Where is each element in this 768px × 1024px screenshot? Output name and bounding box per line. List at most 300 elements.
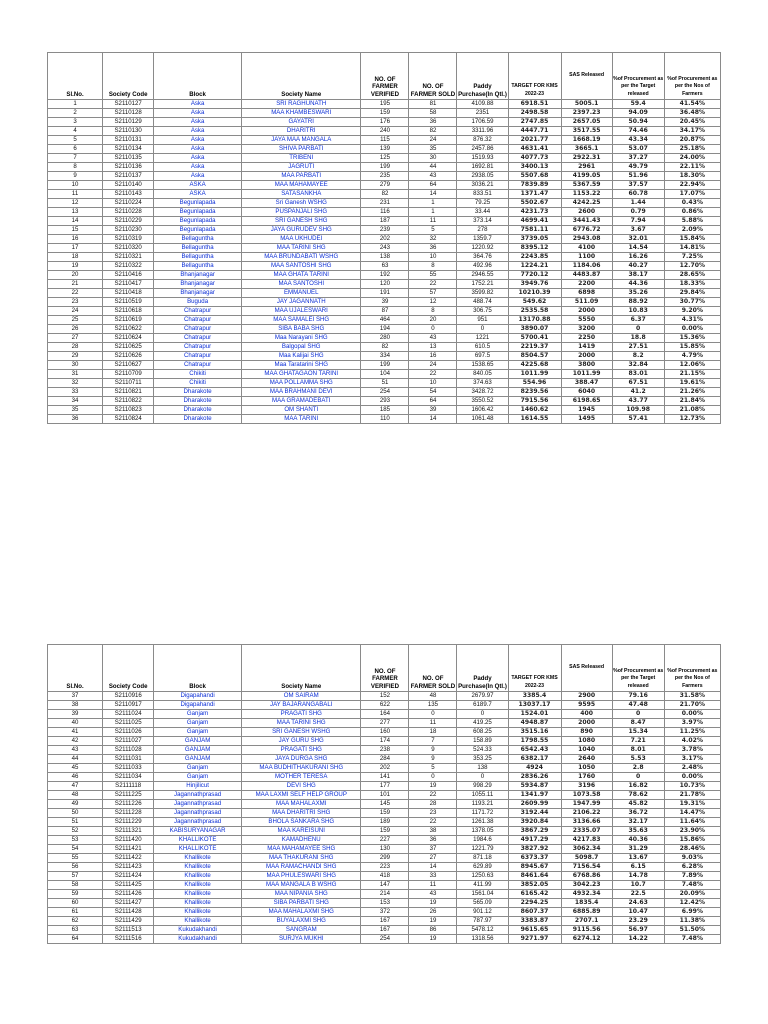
- table-row: [48, 800, 721, 809]
- cell-farmers-verified: 231: [361, 199, 409, 208]
- table-row: [48, 352, 721, 361]
- cell-farmers-sold: 26: [409, 908, 457, 917]
- col-header-sl-no: Sl.No.: [48, 645, 103, 692]
- cell-society-name: MAA BRAHMANI DEVI: [242, 388, 361, 397]
- cell-pct-target: 83.01: [612, 370, 664, 379]
- cell-pct-farmers: 2.09%: [664, 226, 720, 235]
- cell-block: Aska: [154, 127, 242, 136]
- cell-sl-no: 56: [48, 863, 103, 872]
- cell-sl-no: 32: [48, 379, 103, 388]
- cell-farmers-verified: 191: [361, 289, 409, 298]
- cell-target: 549.62: [508, 298, 561, 307]
- cell-pct-farmers: 15.86%: [664, 836, 720, 845]
- cell-paddy-purchase: 1538.65: [457, 361, 508, 370]
- cell-block: Bhanjanagar: [154, 271, 242, 280]
- cell-sl-no: 48: [48, 791, 103, 800]
- col-header-pct-farmers: %of Procurement as per the Nos of Farmers: [664, 645, 720, 692]
- cell-block: Bellaguntha: [154, 235, 242, 244]
- cell-target: 4699.41: [508, 217, 561, 226]
- cell-farmers-sold: 32: [409, 235, 457, 244]
- table-row: [48, 154, 721, 163]
- cell-farmers-verified: 82: [361, 190, 409, 199]
- cell-farmers-sold: 64: [409, 181, 457, 190]
- table-row: [48, 908, 721, 917]
- cell-block: Khallikote: [154, 863, 242, 872]
- header-row: [48, 53, 721, 100]
- cell-sas-released: 6198.65: [561, 397, 612, 406]
- table-row: [48, 719, 721, 728]
- cell-farmers-sold: 43: [409, 334, 457, 343]
- table-row: [48, 244, 721, 253]
- cell-block: Chatrapur: [154, 316, 242, 325]
- cell-farmers-verified: 192: [361, 271, 409, 280]
- cell-pct-target: 0.79: [612, 208, 664, 217]
- cell-pct-farmers: 23.90%: [664, 827, 720, 836]
- cell-pct-farmers: 12.73%: [664, 415, 720, 424]
- cell-sas-released: 2250: [561, 334, 612, 343]
- cell-sas-released: 9595: [561, 701, 612, 710]
- cell-farmers-verified: 195: [361, 100, 409, 109]
- cell-sas-released: 2000: [561, 352, 612, 361]
- cell-society-code: S2110824: [103, 415, 154, 424]
- cell-block: Ganjam: [154, 710, 242, 719]
- cell-farmers-sold: 9: [409, 755, 457, 764]
- cell-society-name: MAA GHATA TARINI: [242, 271, 361, 280]
- cell-paddy-purchase: 419.25: [457, 719, 508, 728]
- cell-target: 1341.97: [508, 791, 561, 800]
- col-header-farmers-verified: NO. OF FARMER VERIFIED: [361, 645, 409, 692]
- cell-pct-target: 1.44: [612, 199, 664, 208]
- cell-sl-no: 30: [48, 361, 103, 370]
- cell-block: Begunlapada: [154, 226, 242, 235]
- cell-paddy-purchase: 1061.48: [457, 415, 508, 424]
- cell-block: Chatrapur: [154, 307, 242, 316]
- cell-sas-released: 1668.19: [561, 136, 612, 145]
- cell-paddy-purchase: 1261.38: [457, 818, 508, 827]
- cell-sl-no: 7: [48, 154, 103, 163]
- cell-pct-target: 14.78: [612, 872, 664, 881]
- cell-block: Begunlapada: [154, 199, 242, 208]
- cell-pct-farmers: 6.99%: [664, 908, 720, 917]
- cell-society-name: JAYA MAA MANGALA: [242, 136, 361, 145]
- cell-pct-farmers: 15.85%: [664, 343, 720, 352]
- cell-paddy-purchase: 278: [457, 226, 508, 235]
- cell-sas-released: 1419: [561, 343, 612, 352]
- cell-paddy-purchase: 608.25: [457, 728, 508, 737]
- cell-pct-target: 36.72: [612, 809, 664, 818]
- cell-target: 9271.97: [508, 935, 561, 944]
- cell-sl-no: 18: [48, 253, 103, 262]
- cell-sl-no: 1: [48, 100, 103, 109]
- cell-block: Aska: [154, 136, 242, 145]
- cell-sl-no: 4: [48, 127, 103, 136]
- table-row: [48, 917, 721, 926]
- cell-paddy-purchase: 840.05: [457, 370, 508, 379]
- cell-block: Chatrapur: [154, 325, 242, 334]
- cell-sl-no: 33: [48, 388, 103, 397]
- table-row: [48, 334, 721, 343]
- cell-target: 3515.16: [508, 728, 561, 737]
- cell-society-name: PRAGATI SHG: [242, 746, 361, 755]
- cell-paddy-purchase: 1359.7: [457, 235, 508, 244]
- cell-target: 2836.26: [508, 773, 561, 782]
- cell-sas-released: 5367.59: [561, 181, 612, 190]
- cell-pct-target: 13.67: [612, 854, 664, 863]
- cell-society-code: S2111024: [103, 710, 154, 719]
- cell-farmers-verified: 199: [361, 163, 409, 172]
- cell-pct-farmers: 15.36%: [664, 334, 720, 343]
- cell-farmers-verified: 254: [361, 935, 409, 944]
- cell-farmers-sold: 0: [409, 325, 457, 334]
- cell-target: 6918.51: [508, 100, 561, 109]
- cell-farmers-sold: 57: [409, 289, 457, 298]
- cell-target: 8504.57: [508, 352, 561, 361]
- cell-target: 5700.41: [508, 334, 561, 343]
- cell-paddy-purchase: 1561.04: [457, 890, 508, 899]
- cell-sl-no: 38: [48, 701, 103, 710]
- cell-paddy-purchase: 3311.96: [457, 127, 508, 136]
- col-header-target: TARGET FOR KMS 2022-23: [508, 645, 561, 692]
- table-row: [48, 773, 721, 782]
- cell-farmers-sold: 28: [409, 800, 457, 809]
- cell-farmers-sold: 14: [409, 190, 457, 199]
- cell-society-code: S2110622: [103, 325, 154, 334]
- cell-society-name: MAA MANGALA B WSHG: [242, 881, 361, 890]
- cell-farmers-sold: 16: [409, 352, 457, 361]
- cell-sas-released: 388.47: [561, 379, 612, 388]
- col-header-society-code: Society Code: [103, 645, 154, 692]
- cell-society-code: S2110228: [103, 208, 154, 217]
- cell-pct-target: 53.07: [612, 145, 664, 154]
- cell-farmers-sold: 22: [409, 818, 457, 827]
- cell-society-name: MAA SANTOSHI SHG: [242, 262, 361, 271]
- table-row: [48, 872, 721, 881]
- cell-pct-target: 32.84: [612, 361, 664, 370]
- cell-farmers-sold: 43: [409, 172, 457, 181]
- cell-sl-no: 55: [48, 854, 103, 863]
- cell-pct-farmers: 20.87%: [664, 136, 720, 145]
- header-row: [48, 645, 721, 692]
- cell-pct-target: 10.7: [612, 881, 664, 890]
- cell-sas-released: 5098.7: [561, 854, 612, 863]
- cell-sas-released: 3517.55: [561, 127, 612, 136]
- cell-target: 4917.29: [508, 836, 561, 845]
- cell-paddy-purchase: 2938.05: [457, 172, 508, 181]
- cell-pct-target: 27.51: [612, 343, 664, 352]
- cell-society-code: S2110619: [103, 316, 154, 325]
- cell-block: Buguda: [154, 298, 242, 307]
- cell-target: 1224.21: [508, 262, 561, 271]
- cell-pct-target: 47.48: [612, 701, 664, 710]
- cell-block: Jagannathprasad: [154, 809, 242, 818]
- cell-block: KABISURYANAGAR: [154, 827, 242, 836]
- cell-sas-released: 1073.58: [561, 791, 612, 800]
- col-header-paddy-purchase: Paddy Purchase(In Qtl.): [457, 645, 508, 692]
- cell-pct-farmers: 0.00%: [664, 773, 720, 782]
- cell-society-name: MAA BRUNDABATI WSHG: [242, 253, 361, 262]
- cell-sas-released: 1080: [561, 737, 612, 746]
- cell-pct-target: 24.63: [612, 899, 664, 908]
- cell-farmers-sold: 43: [409, 890, 457, 899]
- cell-sas-released: 4932.34: [561, 890, 612, 899]
- cell-farmers-sold: 7: [409, 737, 457, 746]
- cell-society-name: Balgopal SHG: [242, 343, 361, 352]
- cell-sas-released: 2000: [561, 307, 612, 316]
- cell-farmers-verified: 194: [361, 325, 409, 334]
- cell-target: 2219.37: [508, 343, 561, 352]
- cell-society-code: S2110711: [103, 379, 154, 388]
- table-row: [48, 118, 721, 127]
- cell-block: Chatrapur: [154, 334, 242, 343]
- cell-sl-no: 6: [48, 145, 103, 154]
- cell-farmers-sold: 55: [409, 271, 457, 280]
- cell-sas-released: 1050: [561, 764, 612, 773]
- cell-society-code: S2110140: [103, 181, 154, 190]
- cell-society-code: S2111428: [103, 908, 154, 917]
- cell-sas-released: 2000: [561, 719, 612, 728]
- table-row: [48, 764, 721, 773]
- cell-paddy-purchase: 3428.72: [457, 388, 508, 397]
- table-row: [48, 316, 721, 325]
- cell-farmers-verified: 334: [361, 352, 409, 361]
- cell-farmers-sold: 22: [409, 791, 457, 800]
- cell-farmers-verified: 63: [361, 262, 409, 271]
- table-row: [48, 298, 721, 307]
- cell-sas-released: 6898: [561, 289, 612, 298]
- cell-farmers-sold: 22: [409, 370, 457, 379]
- cell-pct-farmers: 7.48%: [664, 935, 720, 944]
- cell-farmers-sold: 0: [409, 773, 457, 782]
- table-row: [48, 262, 721, 271]
- cell-farmers-verified: 87: [361, 307, 409, 316]
- table-row: [48, 692, 721, 701]
- cell-pct-farmers: 21.08%: [664, 406, 720, 415]
- cell-target: 4631.41: [508, 145, 561, 154]
- cell-farmers-sold: 11: [409, 881, 457, 890]
- cell-sas-released: 6776.72: [561, 226, 612, 235]
- cell-paddy-purchase: 1171.72: [457, 809, 508, 818]
- cell-block: Dharakote: [154, 406, 242, 415]
- cell-farmers-sold: 8: [409, 307, 457, 316]
- cell-sl-no: 44: [48, 755, 103, 764]
- cell-farmers-sold: 22: [409, 280, 457, 289]
- cell-farmers-sold: 10: [409, 379, 457, 388]
- table-row: [48, 163, 721, 172]
- cell-society-name: MAA BUDHITHAKURANI SHG: [242, 764, 361, 773]
- cell-sl-no: 24: [48, 307, 103, 316]
- cell-farmers-sold: 5: [409, 764, 457, 773]
- cell-sl-no: 13: [48, 208, 103, 217]
- cell-paddy-purchase: 1984.6: [457, 836, 508, 845]
- table-row: [48, 728, 721, 737]
- cell-paddy-purchase: 1706.59: [457, 118, 508, 127]
- cell-farmers-verified: 174: [361, 737, 409, 746]
- cell-target: 2535.58: [508, 307, 561, 316]
- cell-paddy-purchase: 2351: [457, 109, 508, 118]
- cell-paddy-purchase: 1055.11: [457, 791, 508, 800]
- cell-pct-target: 8.01: [612, 746, 664, 755]
- cell-paddy-purchase: 411.99: [457, 881, 508, 890]
- cell-pct-target: 43.34: [612, 136, 664, 145]
- cell-pct-farmers: 7.25%: [664, 253, 720, 262]
- cell-sl-no: 8: [48, 163, 103, 172]
- cell-society-name: BUYALAXMI SHG: [242, 917, 361, 926]
- cell-paddy-purchase: 2457.86: [457, 145, 508, 154]
- cell-target: 8395.12: [508, 244, 561, 253]
- cell-society-code: S2110224: [103, 199, 154, 208]
- cell-farmers-sold: 18: [409, 728, 457, 737]
- cell-pct-farmers: 4.79%: [664, 352, 720, 361]
- cell-farmers-verified: 277: [361, 719, 409, 728]
- cell-paddy-purchase: 373.14: [457, 217, 508, 226]
- col-header-sl-no: Sl.No.: [48, 53, 103, 100]
- cell-pct-farmers: 12.70%: [664, 262, 720, 271]
- cell-pct-farmers: 30.77%: [664, 298, 720, 307]
- cell-sas-released: 4242.25: [561, 199, 612, 208]
- cell-paddy-purchase: 1250.63: [457, 872, 508, 881]
- cell-society-name: SIBA BABA SHG: [242, 325, 361, 334]
- cell-pct-target: 40.27: [612, 262, 664, 271]
- cell-sas-released: 1100: [561, 253, 612, 262]
- cell-sas-released: 1835.4: [561, 899, 612, 908]
- cell-society-name: JAYA DURGA SHG: [242, 755, 361, 764]
- cell-block: Khallikote: [154, 854, 242, 863]
- cell-pct-farmers: 21.70%: [664, 701, 720, 710]
- cell-farmers-sold: 19: [409, 917, 457, 926]
- cell-sl-no: 62: [48, 917, 103, 926]
- cell-society-name: MAA UKHUDEI: [242, 235, 361, 244]
- cell-pct-farmers: 4.31%: [664, 316, 720, 325]
- cell-pct-farmers: 5.88%: [664, 217, 720, 226]
- cell-pct-farmers: 41.54%: [664, 100, 720, 109]
- table-body: [48, 692, 721, 944]
- cell-society-code: S2110624: [103, 334, 154, 343]
- cell-pct-target: 56.97: [612, 926, 664, 935]
- cell-farmers-verified: 120: [361, 280, 409, 289]
- cell-society-code: S2111025: [103, 719, 154, 728]
- cell-pct-target: 44.36: [612, 280, 664, 289]
- cell-society-code: S2110627: [103, 361, 154, 370]
- cell-paddy-purchase: 2946.55: [457, 271, 508, 280]
- cell-pct-target: 18.8: [612, 334, 664, 343]
- cell-pct-farmers: 29.84%: [664, 289, 720, 298]
- cell-paddy-purchase: 4109.88: [457, 100, 508, 109]
- cell-sas-released: 3062.34: [561, 845, 612, 854]
- cell-society-name: SATASANKHA: [242, 190, 361, 199]
- table-row: [48, 172, 721, 181]
- cell-block: Dharakote: [154, 388, 242, 397]
- cell-society-name: TRIBENI: [242, 154, 361, 163]
- cell-target: 4077.73: [508, 154, 561, 163]
- cell-farmers-sold: 35: [409, 145, 457, 154]
- cell-farmers-verified: 280: [361, 334, 409, 343]
- cell-target: 4225.68: [508, 361, 561, 370]
- cell-paddy-purchase: 1220.92: [457, 244, 508, 253]
- cell-farmers-verified: 153: [361, 899, 409, 908]
- cell-sl-no: 15: [48, 226, 103, 235]
- cell-sl-no: 19: [48, 262, 103, 271]
- cell-sas-released: 3196: [561, 782, 612, 791]
- cell-pct-farmers: 9.20%: [664, 307, 720, 316]
- cell-farmers-verified: 243: [361, 244, 409, 253]
- cell-block: Aska: [154, 100, 242, 109]
- cell-society-code: S2110320: [103, 244, 154, 253]
- cell-pct-target: 37.57: [612, 181, 664, 190]
- cell-farmers-verified: 372: [361, 908, 409, 917]
- cell-society-code: S2110127: [103, 100, 154, 109]
- cell-sas-released: 4483.87: [561, 271, 612, 280]
- cell-block: Khallikote: [154, 917, 242, 926]
- cell-sas-released: 3200: [561, 325, 612, 334]
- cell-block: Ganjam: [154, 764, 242, 773]
- cell-farmers-verified: 239: [361, 226, 409, 235]
- cell-farmers-sold: 27: [409, 854, 457, 863]
- cell-farmers-sold: 14: [409, 415, 457, 424]
- cell-pct-farmers: 9.03%: [664, 854, 720, 863]
- cell-pct-farmers: 14.47%: [664, 809, 720, 818]
- cell-sas-released: 6274.12: [561, 935, 612, 944]
- cell-sl-no: 60: [48, 899, 103, 908]
- cell-farmers-verified: 279: [361, 181, 409, 190]
- cell-pct-target: 23.29: [612, 917, 664, 926]
- col-header-pct-target: %of Procurement as per the Target released: [612, 645, 664, 692]
- cell-pct-target: 5.53: [612, 755, 664, 764]
- cell-sas-released: 1153.22: [561, 190, 612, 199]
- cell-paddy-purchase: 0: [457, 773, 508, 782]
- cell-paddy-purchase: 3036.21: [457, 181, 508, 190]
- cell-target: 6542.43: [508, 746, 561, 755]
- cell-society-code: S2111429: [103, 917, 154, 926]
- cell-pct-target: 10.47: [612, 908, 664, 917]
- cell-society-code: S2111422: [103, 854, 154, 863]
- cell-paddy-purchase: 629.89: [457, 863, 508, 872]
- cell-sl-no: 40: [48, 719, 103, 728]
- cell-sl-no: 29: [48, 352, 103, 361]
- cell-society-name: MAA RAMACHANDI SHG: [242, 863, 361, 872]
- cell-farmers-sold: 10: [409, 253, 457, 262]
- cell-society-name: MAA POLLAMMA SHG: [242, 379, 361, 388]
- cell-society-name: MAA MAHAMAYEE: [242, 181, 361, 190]
- cell-society-code: S2110322: [103, 262, 154, 271]
- procurement-table-1: [47, 52, 721, 424]
- cell-target: 3400.13: [508, 163, 561, 172]
- table-row: [48, 343, 721, 352]
- cell-block: Digapahandi: [154, 701, 242, 710]
- cell-sas-released: 3136.66: [561, 818, 612, 827]
- cell-pct-farmers: 20.09%: [664, 890, 720, 899]
- table-row: [48, 701, 721, 710]
- cell-target: 2021.77: [508, 136, 561, 145]
- cell-paddy-purchase: 833.51: [457, 190, 508, 199]
- table-row: [48, 289, 721, 298]
- cell-paddy-purchase: 876.32: [457, 136, 508, 145]
- cell-target: 5507.68: [508, 172, 561, 181]
- cell-sl-no: 21: [48, 280, 103, 289]
- cell-farmers-sold: 33: [409, 872, 457, 881]
- cell-farmers-verified: 235: [361, 172, 409, 181]
- cell-society-name: MOTHER TERESA: [242, 773, 361, 782]
- cell-target: 8461.64: [508, 872, 561, 881]
- cell-target: 2294.25: [508, 899, 561, 908]
- cell-farmers-verified: 115: [361, 136, 409, 145]
- cell-farmers-verified: 177: [361, 782, 409, 791]
- cell-society-code: S2110131: [103, 136, 154, 145]
- cell-pct-farmers: 0.86%: [664, 208, 720, 217]
- cell-pct-farmers: 34.17%: [664, 127, 720, 136]
- cell-society-code: S2111228: [103, 809, 154, 818]
- cell-target: 7839.89: [508, 181, 561, 190]
- cell-target: 4924: [508, 764, 561, 773]
